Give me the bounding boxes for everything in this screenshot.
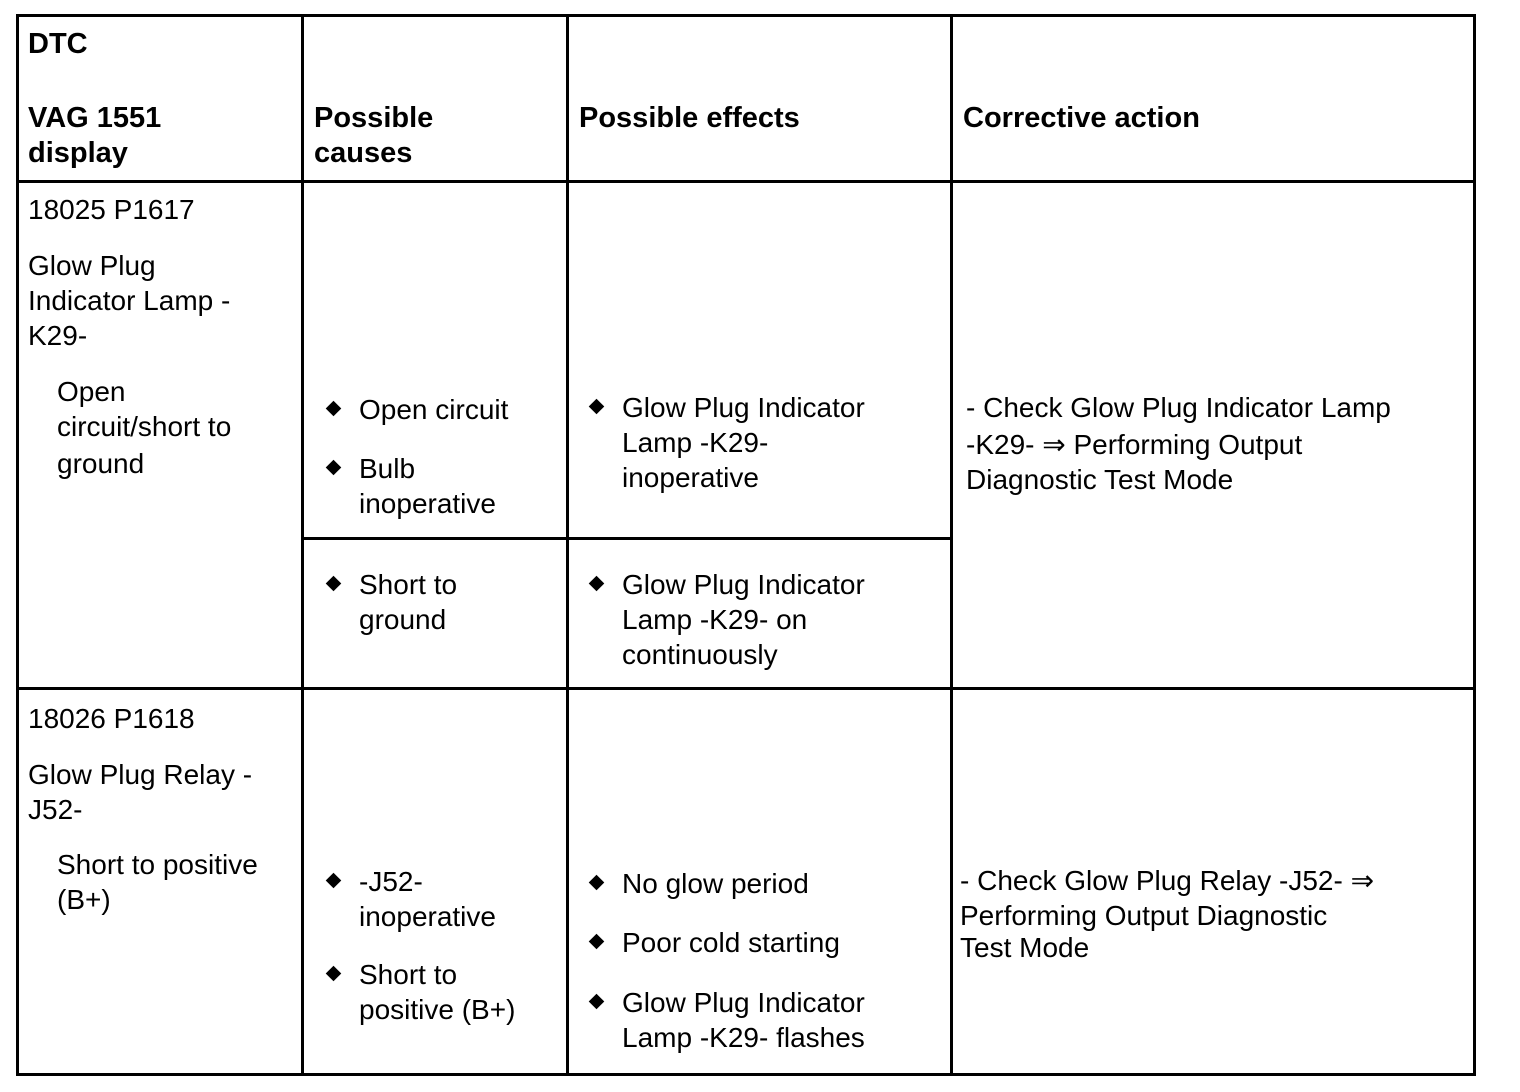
list-item-line: Glow Plug Indicator: [622, 987, 865, 1018]
action-line: Performing Output Diagnostic: [960, 900, 1328, 931]
action-line: - Check Glow Plug Relay -J52- ⇒: [960, 865, 1375, 896]
list-item-line: Bulb: [359, 453, 416, 484]
header-effects: Possible effects: [579, 102, 800, 134]
fault-line: Short to positive: [57, 849, 258, 880]
list-item-line: inoperative: [359, 901, 496, 932]
header-dtc: DTC: [28, 28, 88, 60]
component-line: Glow Plug Relay -: [28, 759, 253, 790]
list-item-line: Lamp -K29- on: [622, 604, 808, 635]
column-divider: [301, 14, 304, 1076]
action-line: - Check Glow Plug Indicator Lamp: [966, 392, 1391, 423]
list-item-line: Glow Plug Indicator: [622, 392, 865, 423]
column-divider: [566, 14, 569, 1076]
list-item-line: Lamp -K29- flashes: [622, 1022, 865, 1053]
fault-line: circuit/short to: [57, 411, 232, 442]
action-line: -K29- ⇒ Performing Output: [966, 429, 1303, 460]
header-causes-line1: Possible: [314, 102, 434, 134]
list-item-line: inoperative: [622, 462, 759, 493]
list-item-line: Short to: [359, 959, 458, 990]
action-line: Diagnostic Test Mode: [966, 464, 1234, 495]
row-divider: [16, 687, 1476, 690]
action-line: Test Mode: [960, 932, 1090, 963]
list-item-line: positive (B+): [359, 994, 516, 1025]
list-item-line: Open circuit: [359, 394, 509, 425]
fault-line: ground: [57, 448, 145, 479]
list-item-line: Glow Plug Indicator: [622, 569, 865, 600]
component-line: J52-: [28, 794, 83, 825]
dtc-code: 18025 P1617: [28, 194, 195, 225]
list-item-line: -J52-: [359, 866, 423, 897]
header-display-line2: display: [28, 137, 128, 169]
fault-line: (B+): [57, 884, 111, 915]
sub-row-divider: [301, 537, 953, 540]
list-item-line: ground: [359, 604, 447, 635]
row-divider: [16, 180, 1476, 183]
component-line: Indicator Lamp -: [28, 285, 231, 316]
list-item-line: No glow period: [622, 868, 809, 899]
list-item-line: Short to: [359, 569, 458, 600]
list-item-line: continuously: [622, 639, 778, 670]
header-causes-line2: causes: [314, 137, 413, 169]
list-item-line: Lamp -K29-: [622, 427, 769, 458]
component-line: Glow Plug: [28, 250, 156, 281]
component-line: K29-: [28, 320, 88, 351]
list-item-line: inoperative: [359, 488, 496, 519]
list-item-line: Poor cold starting: [622, 927, 840, 958]
dtc-code: 18026 P1618: [28, 703, 195, 734]
header-action: Corrective action: [963, 102, 1200, 134]
header-display-line1: VAG 1551: [28, 102, 162, 134]
fault-line: Open: [57, 376, 126, 407]
column-divider: [950, 14, 953, 1076]
